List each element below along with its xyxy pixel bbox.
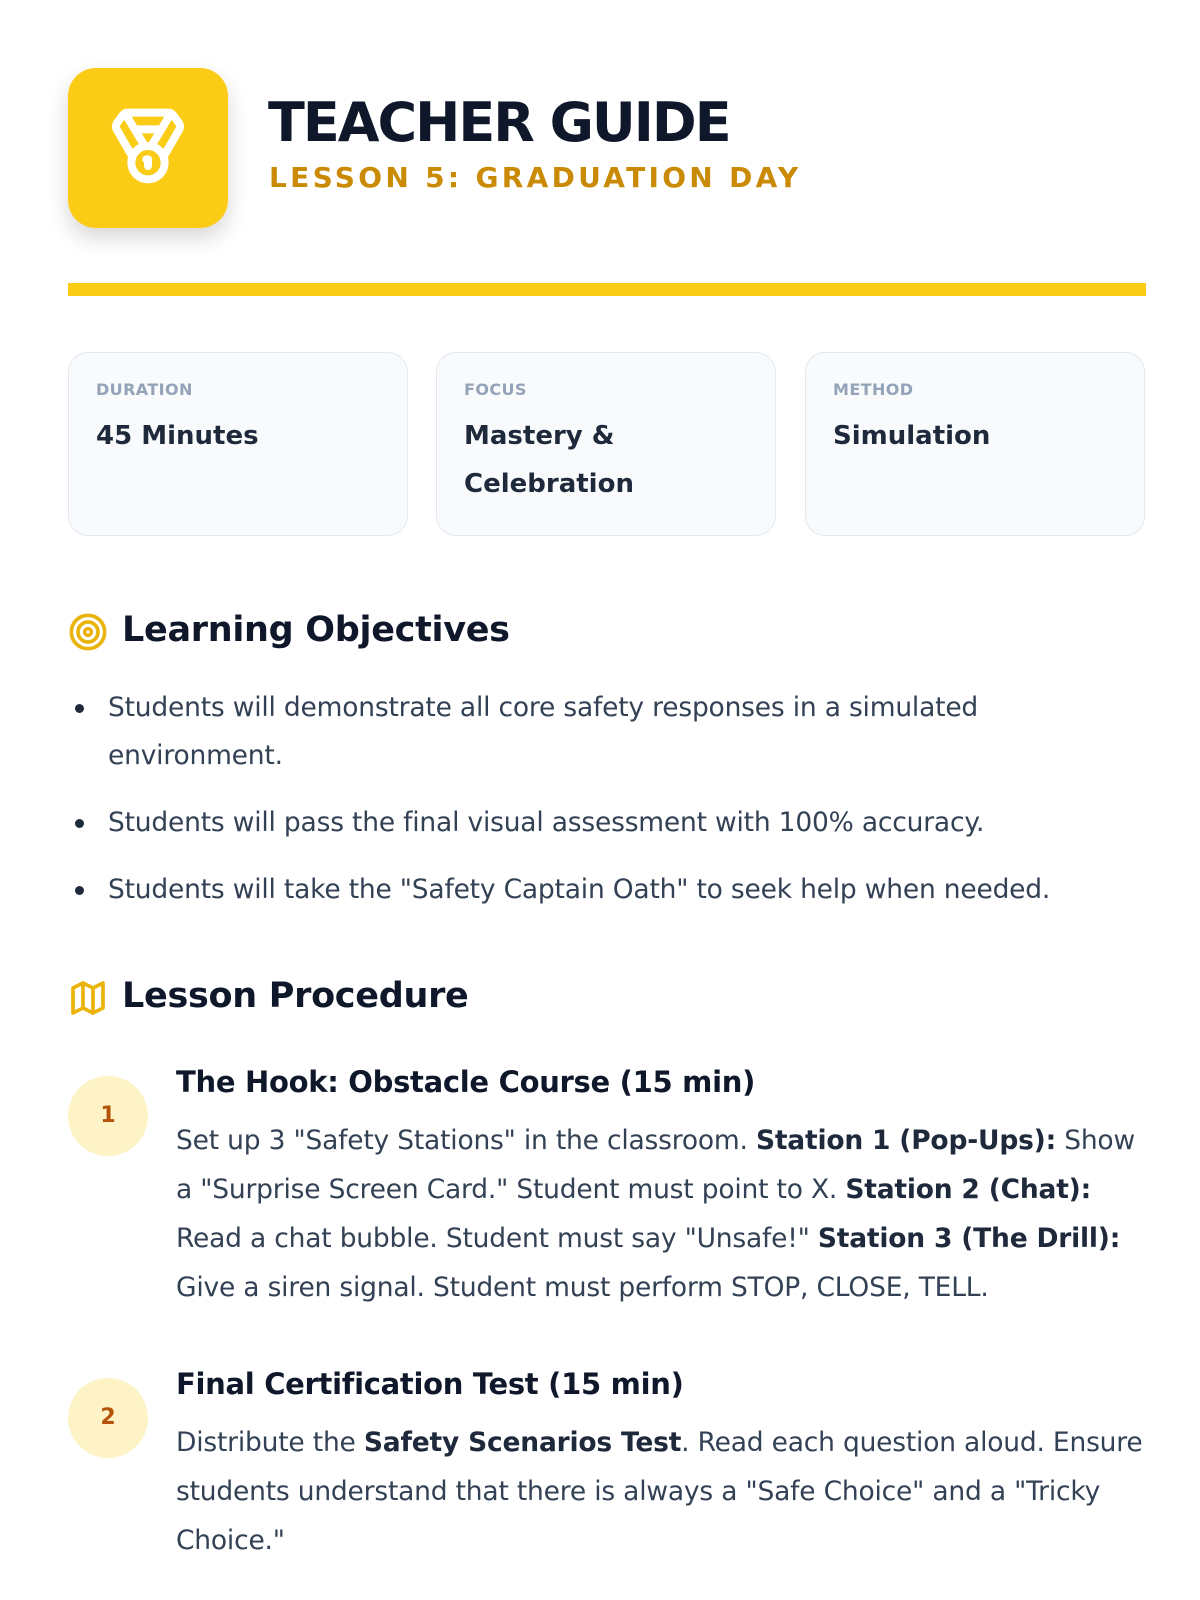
list-item bbox=[68, 799, 1146, 847]
step-title: Final Certification Test (15 min) bbox=[176, 1367, 684, 1401]
objectives-heading-text: Learning Objectives bbox=[122, 610, 510, 650]
medal-icon bbox=[108, 106, 188, 186]
procedure-heading-text: Lesson Procedure bbox=[122, 976, 469, 1016]
page-subtitle: LESSON 5: GRADUATION DAY bbox=[269, 161, 802, 194]
info-card-duration bbox=[68, 352, 408, 536]
info-card-value: Simulation bbox=[833, 421, 991, 451]
logo-tile bbox=[68, 68, 228, 228]
info-card-label: METHOD bbox=[833, 380, 914, 399]
bullet-icon bbox=[75, 886, 84, 895]
list-item bbox=[68, 866, 1146, 914]
info-card-focus bbox=[436, 352, 776, 536]
info-card-label: FOCUS bbox=[464, 380, 527, 399]
objective-text: Students will demonstrate all core safety responses in a simulated environment. bbox=[108, 692, 979, 771]
step-body: Set up 3 "Safety Stations" in the classroom. Station 1 (Pop-Ups): Show a "Surprise Screen Card." Student must point to X. Station 2 (Chat): Read a chat bubble. Student must say "Unsafe!" Station 3 (The Drill): Give a siren signal. Student must perform STOP, CLOSE, TELL. bbox=[176, 1125, 1135, 1303]
target-icon bbox=[68, 612, 108, 652]
page-header bbox=[68, 68, 1146, 228]
step-title: The Hook: Obstacle Course (15 min) bbox=[176, 1065, 756, 1099]
map-icon bbox=[68, 978, 108, 1018]
list-item bbox=[68, 684, 1146, 780]
info-card-method bbox=[805, 352, 1145, 536]
bullet-icon bbox=[75, 704, 84, 713]
info-card-label: DURATION bbox=[96, 380, 193, 399]
bullet-icon bbox=[75, 819, 84, 828]
procedure-heading bbox=[68, 974, 1146, 1018]
objective-text: Students will pass the final visual assessment with 100% accuracy. bbox=[108, 807, 985, 838]
step-number-badge: 2 bbox=[68, 1378, 148, 1458]
header-divider bbox=[68, 283, 1146, 296]
info-card-value: 45 Minutes bbox=[96, 421, 259, 451]
page-title: TEACHER GUIDE bbox=[268, 91, 730, 154]
info-card-value: Mastery & Celebration bbox=[464, 421, 634, 499]
step-body: Distribute the Safety Scenarios Test. Read each question aloud. Ensure students understand that there is always a "Safe Choice" and a "Tricky Choice." bbox=[176, 1427, 1143, 1556]
objectives-list bbox=[68, 684, 1146, 933]
step-number-badge: 1 bbox=[68, 1076, 148, 1156]
objective-text: Students will take the "Safety Captain Oath" to seek help when needed. bbox=[108, 874, 1051, 905]
info-cards bbox=[68, 352, 1146, 536]
objectives-heading bbox=[68, 608, 1146, 652]
